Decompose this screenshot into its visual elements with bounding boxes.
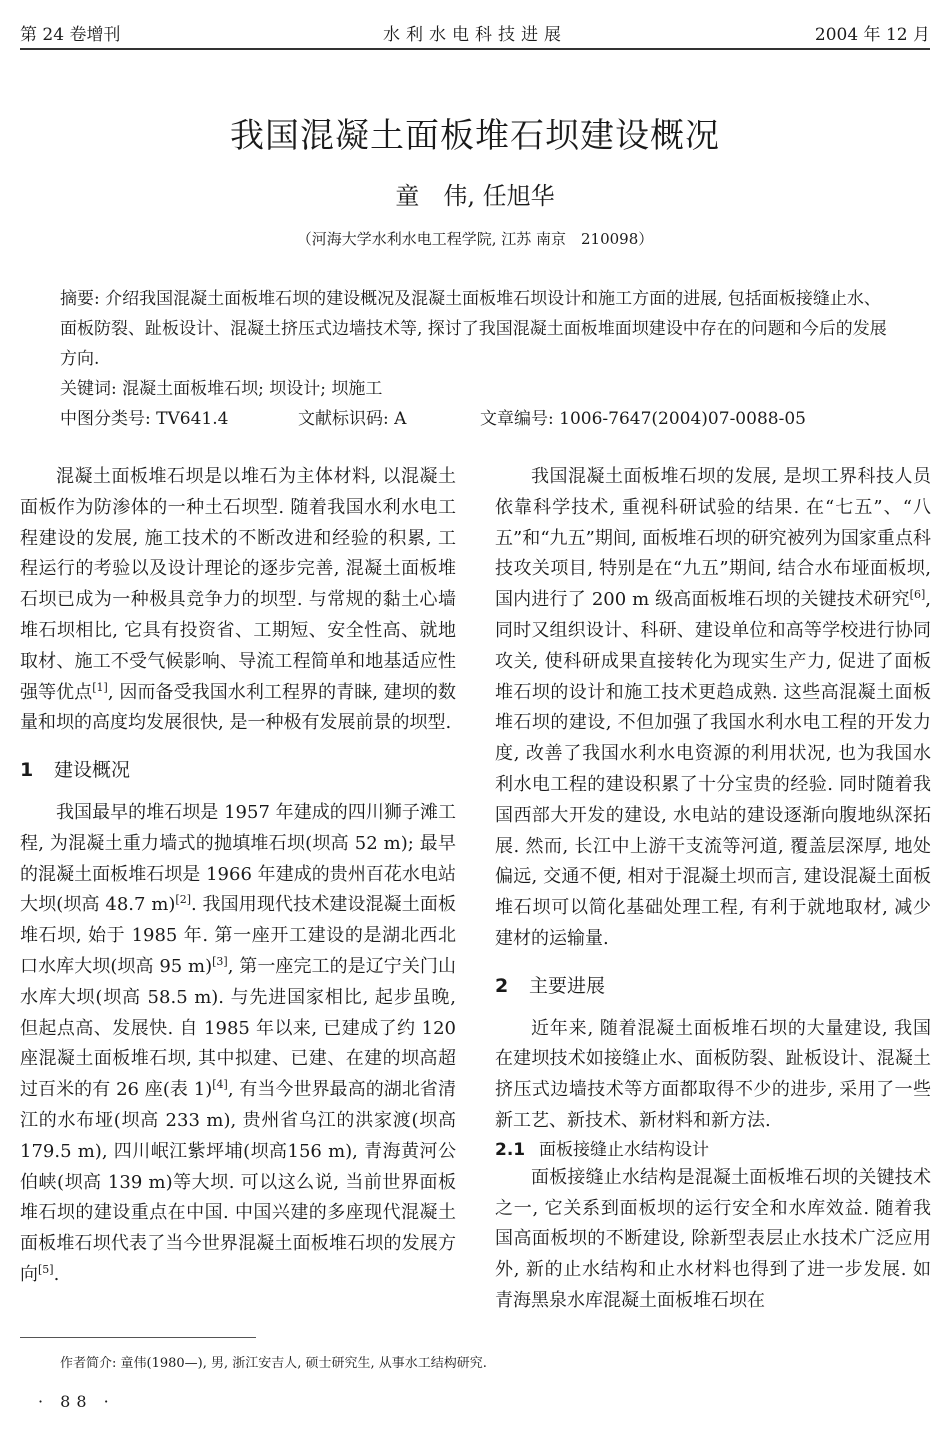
abstract-text: 摘要: 介绍我国混凝土面板堆石坝的建设概况及混凝土面板堆石坝设计和施工方面的进展, 包括面板接缝止水、面板防裂、趾板设计、混凝土挤压式边墙技术等, 探讨了我国混凝土面板堆面坝建设中存在的问题和今后的发展方向.: [60, 289, 887, 369]
body-paragraph: 面板接缝止水结构是混凝土面板堆石坝的关键技术之一, 它关系到面板坝的运行安全和水库效益. 随着我国高面板坝的不断建设, 除新型表层止水技术广泛应用外, 新的止水结构和止水材料也得到了进一步发展. 如青海黑泉水库混凝土面板堆石坝在: [495, 1166, 931, 1311]
keywords: 关键词: 混凝土面板堆石坝; 坝设计; 坝施工: [60, 379, 383, 399]
body-paragraph: 混凝土面板堆石坝是以堆石为主体材料, 以混凝土面板作为防渗体的一种土石坝型. 随着我国水利水电工程建设的发展, 施工技术的不断改进和经验的积累, 工程运行的考验以及设计理论的逐步完善, 混凝土面板堆石坝已成为一种极具竞争力的坝型. 与常规的黏土心墙堆石坝相比, 它具有投资省、工期短、安全性高、就地取材、施工不受气候影响、导流工程简单和地基适应性强等优点[1], 因而备受我国水利工程界的青睐, 建坝的数量和坝的高度均发展很快, 是一种极有发展前景的坝型.: [20, 466, 456, 734]
body-paragraph: 我国最早的堆石坝是 1957 年建成的四川狮子滩工程, 为混凝土重力墙式的抛填堆石坝(坝高 52 m); 最早的混凝土面板堆石坝是 1966 年建成的贵州百花水电站大坝(坝高 48.7 m)[2]. 我国用现代技术建设混凝土面板堆石坝, 始于 1985 年. 第一座开工建设的是湖北西北口水库大坝(坝高 95 m)[3], 第一座完工的是辽宁关门山水库大坝(坝高 58.5 m). 与先进国家相比, 起步虽晚, 但起点高、发展快. 自 1985 年以来, 已建成了约 120 座混凝土面板堆石坝, 其中拟建、已建、在建的坝高超过百米的有 26 座(表 1)[4], 有当今世界最高的湖北省清江的水布垭(坝高 233 m), 贵州省乌江的洪家渡(坝高 179.5 m), 四川岷江紫坪埔(坝高156 m), 青海黄河公伯峡(坝高 139 m)等大坝. 可以这么说, 当前世界面板堆石坝的建设重点在中国. 中国兴建的多座现代混凝土面板堆石坝代表了当今世界混凝土面板堆石坝的发展方向[5].: [20, 801, 456, 1285]
clc-number: 中图分类号: TV641.4: [60, 409, 229, 429]
abstract-block: [60, 284, 892, 434]
citation[interactable]: [5]: [38, 1262, 54, 1276]
volume-label: 第 24 卷增刊: [20, 25, 121, 45]
citation[interactable]: [6]: [909, 588, 926, 602]
section-heading: 1 建设概况: [20, 759, 131, 782]
body-paragraph: 我国混凝土面板堆石坝的发展, 是坝工界科技人员依靠科学技术, 重视科研试验的结果. 在“七五”、“八五”和“九五”期间, 面板堆石坝的研究被列为国家重点科技攻关项目, 特别是在“九五”期间, 结合水布垭面板坝, 国内进行了 200 m 级高面板堆石坝的关键技术研究[6], 同时又组织设计、科研、建设单位和高等学校进行协同攻关, 使科研成果直接转化为现实生产力, 促进了面板堆石坝的设计和施工技术更趋成熟. 这些高混凝土面板堆石坝的建设, 不但加强了我国水利水电工程的开发力度, 改善了我国水利水电资源的利用状况, 也为我国水利水电工程的建设积累了十分宝贵的经验. 同时随着我国西部大开发的建设, 水电站的建设逐渐向腹地纵深拓展. 然而, 长江中上游干支流等河道, 覆盖层深厚, 地处偏远, 交通不便, 相对于混凝土坝而言, 建设混凝土面板堆石坝可以简化基础处理工程, 有利于就地取材, 减少建材的运输量.: [495, 466, 931, 949]
running-header: [20, 18, 930, 50]
issue-date: 2004 年 12 月: [814, 25, 930, 45]
author-affiliation: （河海大学水利水电工程学院, 江苏 南京 210098）: [296, 230, 654, 248]
journal-name: 水利水电科技进展: [383, 25, 567, 45]
citation[interactable]: [1]: [92, 680, 108, 694]
subsection-heading: 2.1 面板接缝止水结构设计: [495, 1139, 709, 1160]
citation[interactable]: [2]: [175, 893, 191, 907]
right-column: [495, 462, 931, 1317]
paper-title: 我国混凝土面板堆石坝建设概况: [230, 116, 720, 156]
body-paragraph: 近年来, 随着混凝土面板堆石坝的大量建设, 我国在建坝技术如接缝止水、面板防裂、趾板设计、混凝土挤压式边墙技术等方面都取得不少的进步, 采用了一些新工艺、新技术、新材料和新方法.: [495, 1017, 931, 1131]
article-number: 文章编号: 1006-7647(2004)07-0088-05: [480, 409, 806, 429]
page-number: · 88 ·: [38, 1392, 115, 1411]
author-footnote: 作者简介: 童伟(1980—), 男, 浙江安吉人, 硕士研究生, 从事水工结构研究.: [60, 1356, 487, 1371]
citation[interactable]: [4]: [212, 1078, 228, 1092]
section-heading: 2 主要进展: [495, 974, 606, 997]
document-code: 文献标识码: A: [298, 409, 407, 429]
paper-authors: 童 伟, 任旭华: [395, 182, 555, 210]
citation[interactable]: [3]: [212, 954, 228, 968]
left-column: [20, 462, 456, 1291]
footnote-divider: [20, 1337, 256, 1338]
classification-line: [60, 404, 892, 434]
